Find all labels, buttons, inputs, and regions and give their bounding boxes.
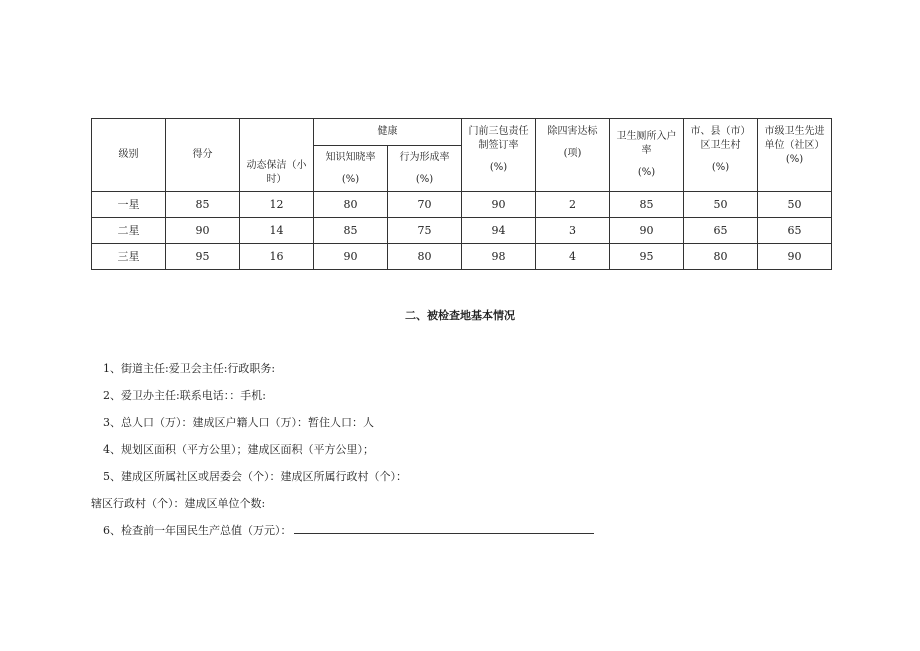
cell-level: 三星 — [92, 244, 166, 270]
header-behavior: 行为形成率 (%) — [388, 146, 462, 192]
cell-village: 80 — [684, 244, 758, 270]
info-line-gdp: 6、检查前一年国民生产总值（万元）： — [103, 522, 594, 538]
cell-toilet: 95 — [610, 244, 684, 270]
section-title: 二、被检查地基本情况 — [405, 309, 515, 322]
header-door: 门前三包责任制签订率 (%) — [462, 119, 536, 192]
header-score: 得分 — [166, 119, 240, 192]
header-level: 级别 — [92, 119, 166, 192]
cell-behavior: 70 — [388, 192, 462, 218]
info-line-villages: 辖区行政村（个）：建成区单位个数: — [91, 497, 266, 510]
header-pest: 除四害达标 (项) — [536, 119, 610, 192]
cell-pest: 3 — [536, 218, 610, 244]
info-line-communities: 5、建成区所属社区或居委会（个）：建成区所属行政村（个）： — [103, 470, 407, 483]
cell-advanced: 50 — [758, 192, 832, 218]
cell-score: 85 — [166, 192, 240, 218]
cell-door: 90 — [462, 192, 536, 218]
table-header-row — [92, 119, 832, 146]
cell-pest: 4 — [536, 244, 610, 270]
cell-door: 94 — [462, 218, 536, 244]
header-knowledge: 知识知晓率 (%) — [314, 146, 388, 192]
cell-knowledge: 90 — [314, 244, 388, 270]
header-health: 健康 — [314, 119, 462, 146]
cell-pest: 2 — [536, 192, 610, 218]
table-row — [92, 218, 832, 244]
gdp-blank-line — [294, 524, 594, 534]
cell-cleaning: 16 — [240, 244, 314, 270]
cell-advanced: 65 — [758, 218, 832, 244]
cell-cleaning: 12 — [240, 192, 314, 218]
cell-door: 98 — [462, 244, 536, 270]
cell-level: 一星 — [92, 192, 166, 218]
header-advanced: 市级卫生先进单位（社区）(%) — [758, 119, 832, 192]
standards-table — [91, 118, 832, 270]
info-line-director: 1、街道主任:爱卫会主任:行政职务: — [103, 362, 276, 375]
table-row — [92, 244, 832, 270]
header-cleaning: 动态保洁（小时） — [240, 119, 314, 192]
info-line-area: 4、规划区面积（平方公里）；建成区面积（平方公里）； — [103, 443, 374, 456]
cell-behavior: 75 — [388, 218, 462, 244]
cell-behavior: 80 — [388, 244, 462, 270]
cell-village: 50 — [684, 192, 758, 218]
cell-score: 95 — [166, 244, 240, 270]
cell-score: 90 — [166, 218, 240, 244]
header-toilet: 卫生厕所入户率 (%) — [610, 119, 684, 192]
cell-advanced: 90 — [758, 244, 832, 270]
cell-village: 65 — [684, 218, 758, 244]
header-village: 市、县（市）区卫生村 (%) — [684, 119, 758, 192]
info-line-population: 3、总人口（万）：建成区户籍人口（万）：暂住人口：人 — [103, 416, 374, 429]
cell-toilet: 90 — [610, 218, 684, 244]
cell-toilet: 85 — [610, 192, 684, 218]
cell-level: 二星 — [92, 218, 166, 244]
table-row — [92, 192, 832, 218]
cell-knowledge: 85 — [314, 218, 388, 244]
cell-knowledge: 80 — [314, 192, 388, 218]
cell-cleaning: 14 — [240, 218, 314, 244]
info-line-office: 2、爱卫办主任:联系电话：：手机: — [103, 389, 266, 402]
